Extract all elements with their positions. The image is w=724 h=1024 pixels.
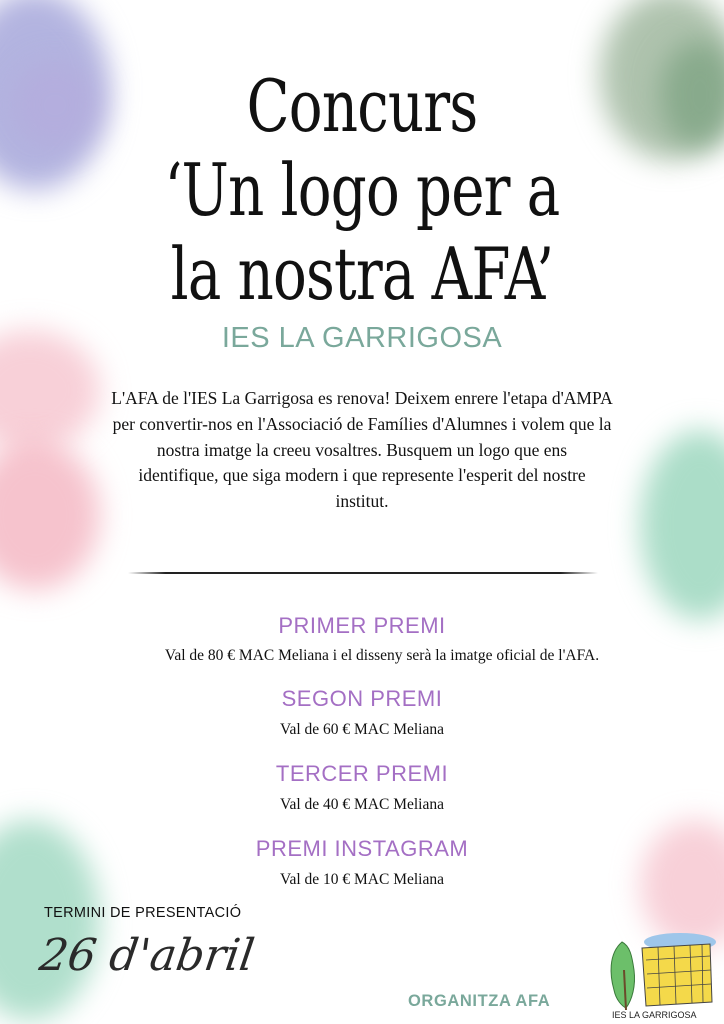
prize-heading-second: SEGON PREMI — [281, 686, 443, 711]
title-line: Concurs — [246, 64, 478, 148]
organizer-label: ORGANITZA AFA — [408, 992, 551, 1010]
divider — [128, 572, 598, 574]
intro-line: institut. — [335, 491, 389, 512]
intro-line: per convertir-nos en l'Associació de Famílies d'Alumnes i volem que la — [112, 413, 612, 434]
deadline-date: 26 d'abril — [36, 930, 258, 981]
logo-caption: IES LA GARRIGOSA — [612, 1010, 697, 1020]
prize-description-first: Val de 80 € MAC Meliana i el disseny serà la imatge oficial de l'AFA. — [164, 647, 600, 664]
intro-line: nostra imatge la creeu vosaltres. Busquem un logo que ens — [156, 439, 568, 460]
school-logo — [602, 930, 720, 1022]
poster-title — [80, 64, 645, 316]
prize-description-third: Val de 40 € MAC Meliana — [279, 796, 444, 813]
school-name: IES LA GARRIGOSA — [221, 322, 503, 354]
title-line: ‘Un logo per a — [164, 148, 560, 232]
prize-description-instagram: Val de 10 € MAC Meliana — [279, 871, 444, 888]
prize-heading-instagram: PREMI INSTAGRAM — [255, 836, 469, 861]
prize-heading-third: TERCER PREMI — [275, 761, 449, 786]
prize-heading-first: PRIMER PREMI — [278, 613, 446, 638]
intro-line: identifique, que siga modern i que represente l'esperit del nostre — [138, 465, 586, 486]
title-line: la nostra AFA’ — [170, 232, 554, 316]
deadline-label: TERMINI DE PRESENTACIÓ — [44, 905, 242, 921]
prize-description-second: Val de 60 € MAC Meliana — [279, 721, 444, 738]
watercolor-green-right — [640, 430, 724, 620]
intro-line: L'AFA de l'IES La Garrigosa es renova! Deixem enrere l'etapa d'AMPA — [111, 388, 613, 408]
intro-text — [78, 386, 646, 515]
